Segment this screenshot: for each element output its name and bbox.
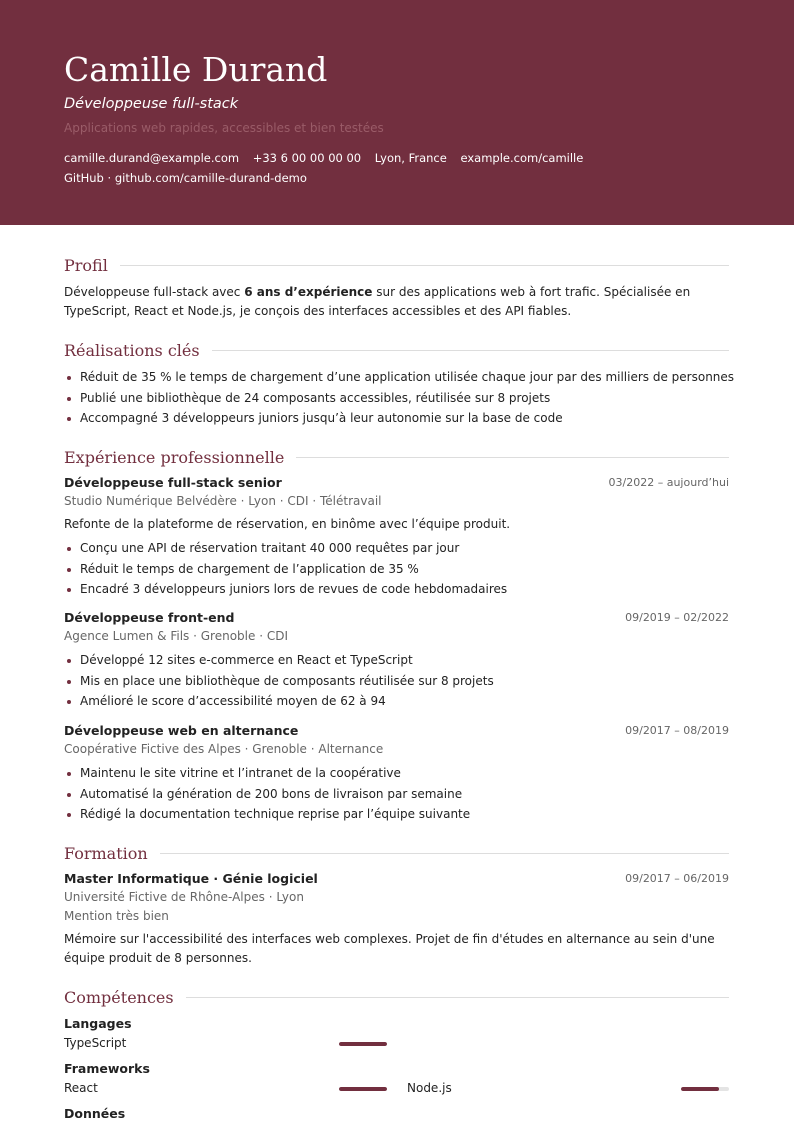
section-skills-heading: [64, 986, 729, 1008]
section-title: Réalisations clés: [64, 340, 200, 360]
skill-level-fill: [339, 1087, 387, 1091]
section-divider: [212, 350, 729, 351]
list-item: Mis en place une bibliothèque de composants réutilisée sur 8 projets: [64, 671, 734, 692]
skill-level-bar: [339, 1087, 387, 1091]
degree-title: Master Informatique · Génie logiciel: [64, 871, 318, 886]
contact-info: [64, 148, 583, 188]
section-achievements-heading: [64, 339, 729, 361]
achievements-list: [64, 367, 734, 429]
job-bullets: [64, 650, 734, 712]
list-item: Encadré 3 développeurs juniors lors de revues de code hebdomadaires: [64, 579, 734, 600]
job-title: Développeuse web en alternance: [64, 723, 299, 738]
list-item: Maintenu le site vitrine et l’intranet de la coopérative: [64, 763, 734, 784]
section-title: Formation: [64, 843, 148, 863]
job-dates: 03/2022 – aujourd’hui: [608, 476, 729, 489]
section-title: Expérience professionnelle: [64, 447, 285, 467]
section-title: Compétences: [64, 987, 174, 1007]
profile-text: sur des applications web à fort trafic. Spécialisée en TypeScript, React et Node.js, je conçois des interfaces accessibles et des API fiables.: [64, 285, 691, 318]
skill-category: Frameworks: [64, 1061, 150, 1076]
job-bullets: [64, 538, 734, 600]
section-experience-heading: [64, 446, 729, 468]
list-item: Réduit de 35 % le temps de chargement d’une application utilisée chaque jour par des milliers de personnes: [64, 367, 734, 388]
skill-level-bar: [681, 1087, 729, 1091]
skill-level-bar: [339, 1042, 387, 1046]
education-description: Mémoire sur l'accessibilité des interfaces web complexes. Projet de fin d'études en alternance au sein d'une équipe produit de 8 personnes.: [64, 932, 715, 965]
job-dates: 09/2017 – 08/2019: [625, 724, 729, 737]
tagline: Applications web rapides, accessibles et bien testées: [64, 121, 384, 135]
degree-honors: Mention très bien: [64, 909, 169, 923]
website-link[interactable]: example.com/camille: [460, 151, 584, 165]
skill-name: React: [64, 1081, 98, 1095]
skill-name: TypeScript: [64, 1036, 127, 1050]
section-divider: [296, 457, 729, 458]
school-name: Université Fictive de Rhône-Alpes · Lyon: [64, 890, 304, 904]
candidate-name: Camille Durand: [64, 50, 328, 89]
skill-category: Langages: [64, 1016, 132, 1031]
job-company: Studio Numérique Belvédère · Lyon · CDI · Télétravail: [64, 494, 382, 508]
job-title: Développeuse front-end: [64, 610, 235, 625]
section-divider: [120, 265, 729, 266]
skill-level-fill: [339, 1042, 387, 1046]
list-item: Développé 12 sites e-commerce en React et TypeScript: [64, 650, 734, 671]
list-item: Amélioré le score d’accessibilité moyen de 62 à 94: [64, 691, 734, 712]
profile-text: Développeuse full-stack avec: [64, 285, 245, 299]
skill-level-fill: [681, 1087, 719, 1091]
skill-name: Node.js: [407, 1081, 452, 1095]
list-item: Conçu une API de réservation traitant 40 000 requêtes par jour: [64, 538, 734, 559]
list-item: Automatisé la génération de 200 bons de livraison par semaine: [64, 784, 734, 805]
job-company: Agence Lumen & Fils · Grenoble · CDI: [64, 629, 288, 643]
location: Lyon, France: [374, 151, 447, 165]
header-banner: [0, 0, 794, 225]
section-divider: [186, 997, 729, 998]
phone-number[interactable]: +33 6 00 00 00 00: [252, 151, 362, 165]
email-link[interactable]: camille.durand@example.com: [64, 151, 240, 165]
list-item: Publié une bibliothèque de 24 composants accessibles, réutilisée sur 8 projets: [64, 388, 734, 409]
job-role: Développeuse full-stack: [64, 96, 239, 112]
list-item: Accompagné 3 développeurs juniors jusqu’à leur autonomie sur la base de code: [64, 408, 734, 429]
job-title: Développeuse full-stack senior: [64, 475, 282, 490]
job-description: Refonte de la plateforme de réservation, en binôme avec l’équipe produit.: [64, 517, 511, 531]
job-bullets: [64, 763, 734, 825]
skill-category: Données: [64, 1106, 126, 1121]
profile-summary: [64, 283, 734, 321]
section-education-heading: [64, 842, 729, 864]
job-dates: 09/2019 – 02/2022: [625, 611, 729, 624]
section-divider: [160, 853, 729, 854]
list-item: Réduit le temps de chargement de l’application de 35 %: [64, 559, 734, 580]
profile-highlight: 6 ans d’expérience: [244, 285, 373, 299]
section-profile-heading: [64, 254, 729, 276]
section-title: Profil: [64, 255, 108, 275]
education-dates: 09/2017 – 06/2019: [625, 872, 729, 885]
github-link[interactable]: GitHub · github.com/camille-durand-demo: [64, 171, 307, 185]
list-item: Rédigé la documentation technique reprise par l’équipe suivante: [64, 804, 734, 825]
job-company: Coopérative Fictive des Alpes · Grenoble · Alternance: [64, 742, 384, 756]
